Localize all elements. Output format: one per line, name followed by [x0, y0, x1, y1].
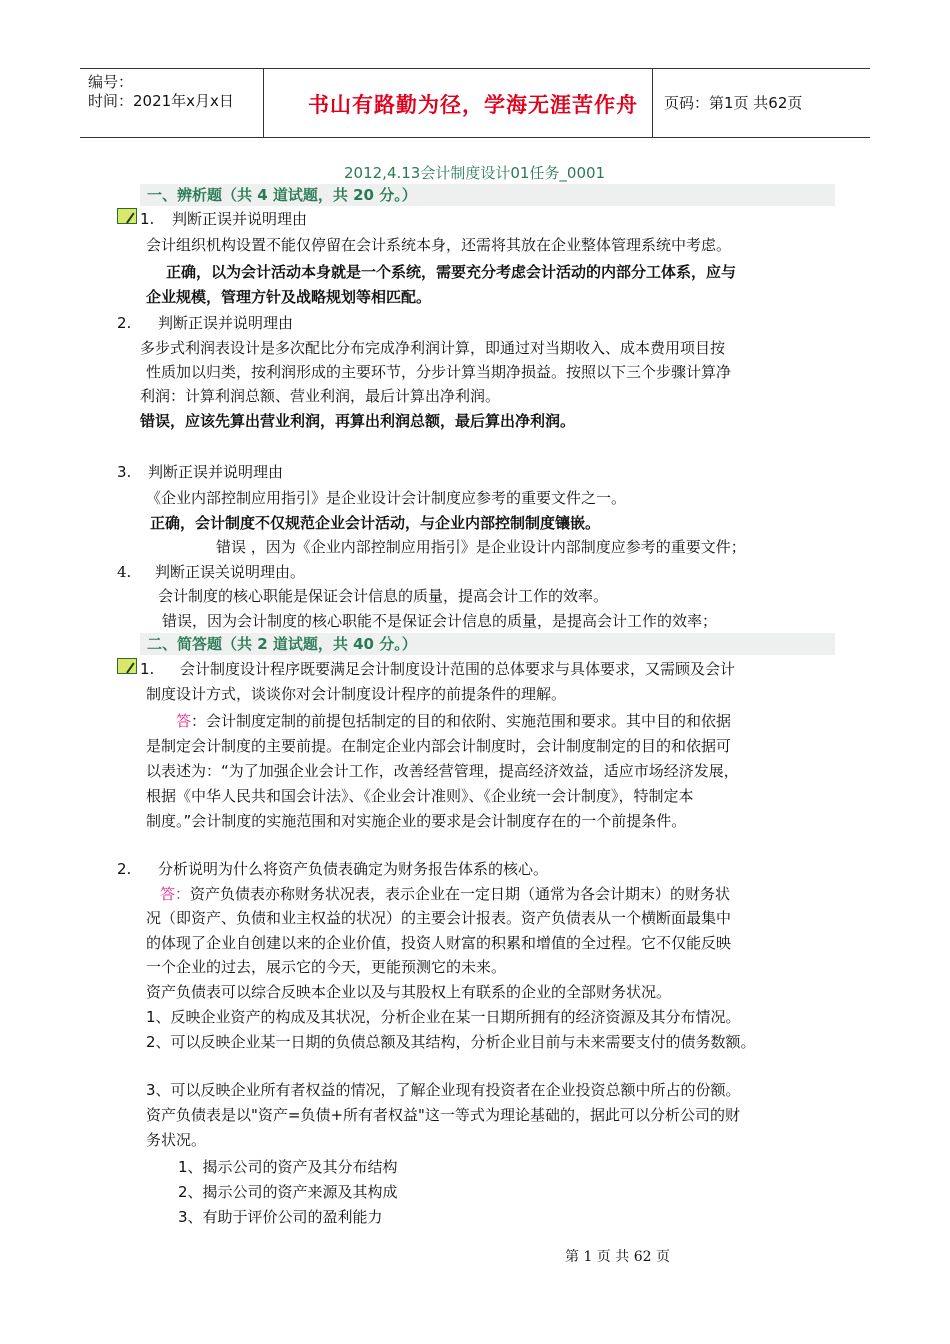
q2-title: 判断正误并说明理由: [158, 314, 294, 332]
header-divider: [263, 69, 264, 137]
q1-answer-line2: 企业规模，管理方针及战略规划等相匹配。: [146, 288, 432, 306]
header-code-label: 编号：: [88, 73, 134, 91]
q3-answer: 正确，会计制度不仅规范企业会计活动，与企业内部控制制度镶嵌。: [150, 514, 601, 532]
page-footer: 第 1 页 共 62 页: [565, 1249, 670, 1265]
q4-title: 判断正误关说明理由。: [155, 563, 306, 581]
s2q1-title-line2: 制度设计方式，谈谈你对会计制度设计程序的前提条件的理解。: [146, 685, 567, 703]
q3-number: 3.: [117, 463, 132, 481]
s2q2-sub-item1: 1、揭示公司的资产及其分布结构: [178, 1158, 398, 1176]
s2q2-answer-line3: 的体现了企业自创建以来的企业价值，投资人财富的积累和增值的全过程。它不仅能反映: [146, 934, 732, 952]
q2-body-line2: 性质加以归类，按利润形成的主要环节，分步计算当期净损益。按照以下三个步骤计算净: [146, 363, 732, 381]
q4-number: 4.: [117, 563, 132, 581]
s2q2-answer-line2: 况（即资产、负债和业主权益的状况）的主要会计报表。资产负债表从一个横断面最集中: [146, 909, 732, 927]
q3-title: 判断正误并说明理由: [148, 463, 284, 481]
s2q2-sub-item3: 3、有助于评价公司的盈利能力: [178, 1208, 383, 1226]
s2q1-answer-line3: 以表述为：“为了加强企业会计工作，改善经营管理，提高经济效益，适应市场经济发展，: [146, 762, 739, 780]
q1-number: 1.: [140, 210, 155, 228]
s2q2-item2: 2、可以反映企业某一日期的负债总额及其结构，分析企业目前与未来需要支付的债务数额。: [146, 1033, 756, 1051]
header-time-label: 时间：2021年x月x日: [88, 92, 234, 110]
note-icon: [117, 208, 137, 224]
q1-title: 判断正误并说明理由: [172, 210, 308, 228]
q2-body-line3: 利润：计算利润总额、营业利润，最后计算出净利润。: [140, 387, 501, 405]
s2q2-sub-item2: 2、揭示公司的资产来源及其构成: [178, 1183, 398, 1201]
s2q2-paragraph3-line2: 务状况。: [146, 1131, 207, 1149]
header-divider: [652, 69, 653, 137]
s2q2-answer-line4: 一个企业的过去，展示它的今天，更能预测它的未来。: [146, 958, 507, 976]
s2q2-title: 分析说明为什么将资产负债表确定为财务报告体系的核心。: [158, 860, 549, 878]
document-title: 2012,4.13会计制度设计01任务_0001: [344, 164, 606, 182]
s2q2-item1: 1、反映企业资产的构成及其状况，分析企业在某一日期所拥有的经济资源及其分布情况。: [146, 1008, 741, 1026]
answer-label: 答：: [160, 885, 191, 903]
q3-alt-answer: 错误 ，因为《企业内部控制应用指引》是企业设计内部制度应参考的重要文件；: [216, 538, 746, 556]
s2q1-answer-line2: 是制定会计制度的主要前提。在制定企业内部会计制度时，会计制度制定的目的和依据可: [146, 737, 732, 755]
section1-heading: 一、辨析题（共 4 道试题，共 20 分。）: [147, 186, 417, 204]
q2-answer: 错误，应该先算出营业利润，再算出利润总额，最后算出净利润。: [140, 412, 576, 430]
s2q1-title-line1: 会计制度设计程序既要满足会计制度设计范围的总体要求与具体要求，又需顾及会计: [180, 660, 736, 678]
q4-body: 会计制度的核心职能是保证会计信息的质量，提高会计工作的效率。: [158, 587, 609, 605]
s2q2-answer-line1: 答：资产负债表亦称财务状况表，表示企业在一定日期（通常为各会计期末）的财务状: [160, 885, 731, 903]
s2q1-number: 1.: [140, 660, 155, 678]
s2q1-answer-line5: 制度。”会计制度的实施范围和对实施企业的要求是会计制度存在的一个前提条件。: [146, 812, 687, 830]
q1-answer-line1: 正确，以为会计活动本身就是一个系统，需要充分考虑会计活动的内部分工体系，应与: [166, 263, 737, 281]
q1-body: 会计组织机构设置不能仅停留在会计系统本身，还需将其放在企业整体管理系统中考虑。: [146, 236, 732, 254]
header-motto: 书山有路勤为径，学海无涯苦作舟: [308, 93, 638, 117]
q4-answer: 错误，因为会计制度的核心职能不是保证会计信息的质量，是提高会计工作的效率；: [162, 612, 718, 630]
s2q2-number: 2.: [117, 860, 132, 878]
header-page-info: 页码：第1页 共62页: [664, 94, 803, 112]
s2q2-paragraph3-line1: 资产负债表是以"资产=负债+所有者权益"这一等式为理论基础的，据此可以分析公司的财: [146, 1106, 740, 1124]
answer-label: 答: [176, 712, 192, 730]
note-icon: [117, 658, 137, 674]
s2q2-item3: 3、可以反映企业所有者权益的情况，了解企业现有投资者在企业投资总额中所占的份额。: [146, 1081, 741, 1099]
s2q2-paragraph2: 资产负债表可以综合反映本企业以及与其股权上有联系的企业的全部财务状况。: [146, 983, 672, 1001]
s2q1-answer-line1: 答：会计制度定制的前提包括制定的目的和依附、实施范围和要求。其中目的和依据: [176, 712, 732, 730]
q2-body-line1: 多步式利润表设计是多次配比分布完成净利润计算，即通过对当期收入、成本费用项目按: [140, 339, 726, 357]
q2-number: 2.: [117, 314, 132, 332]
q3-body: 《企业内部控制应用指引》是企业设计会计制度应参考的重要文件之一。: [146, 489, 627, 507]
section2-heading: 二、简答题（共 2 道试题，共 40 分。）: [147, 635, 417, 653]
s2q1-answer-line4: 根据《中华人民共和国会计法》、《企业会计准则》、《企业统一会计制度》，特制定本: [146, 787, 694, 805]
